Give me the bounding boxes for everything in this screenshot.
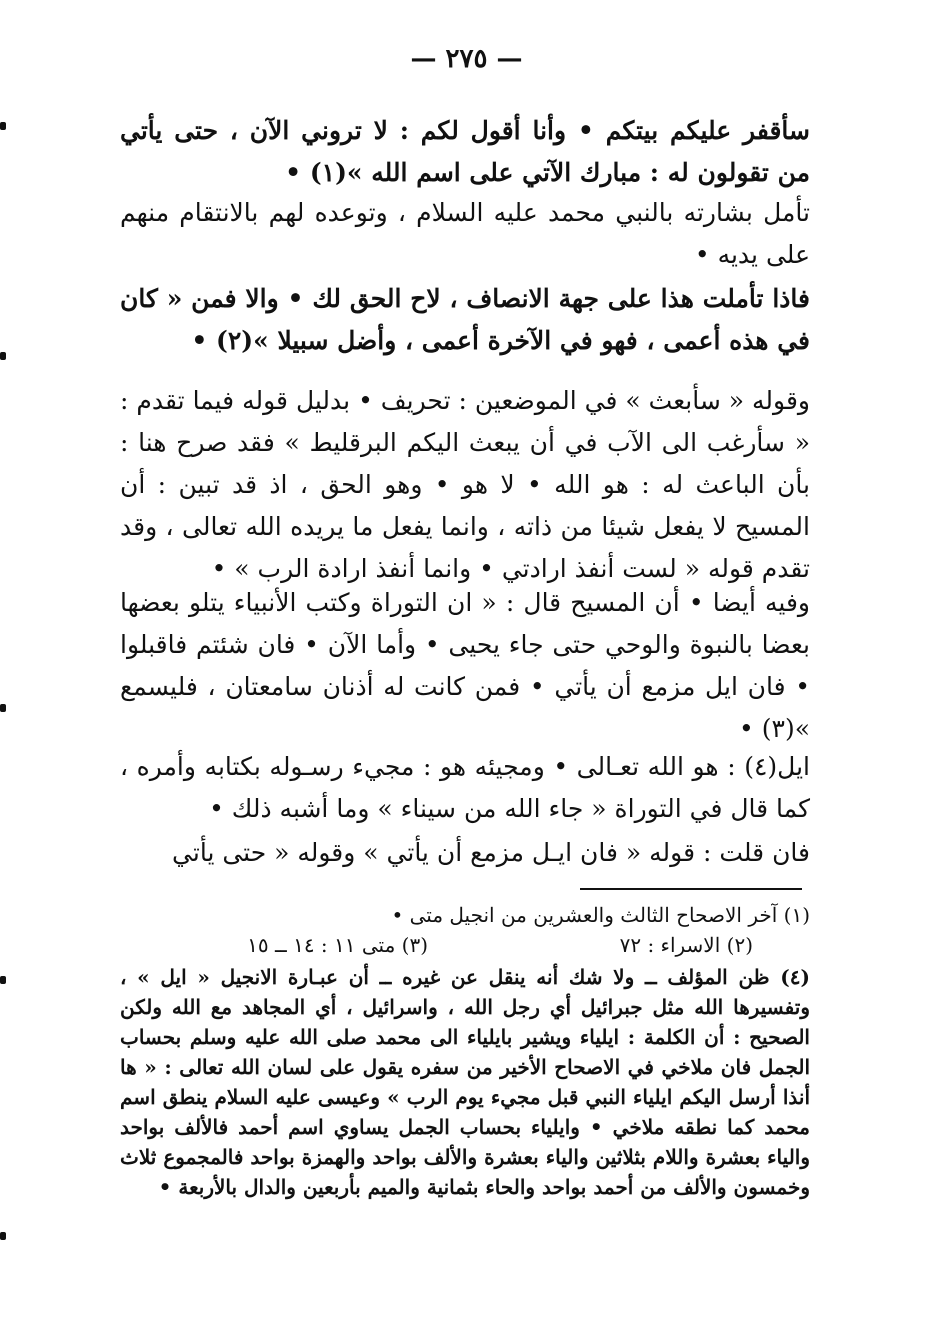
scan-margin-mark (0, 976, 6, 984)
paragraph-1: سأقفر عليكم بيتكم • وأنا أقول لكم : لا تروني الآن ، حتى يأتي من تقولون له : مبارك الآتي على اسم الله »(١) • (120, 116, 810, 187)
scan-margin-mark (0, 122, 6, 130)
footnote-4: (٤) ظن المؤلف ــ ولا شك أنه ينقل عن غيره ــ أن عبـارة الانجيل « ايل » ، وتفسيرها الله مثل جبرائيل أي رجل الله ، واسرائيل ، أي المجاهد مع الله ولكن الصحيح : أن الكلمة : ايلياء ويشير بايلياء الى محمد صلى الله عليه وسلم بحساب الجمل فان ملاخي في الاصحاح الأخير من سفره يقول على لسان الله تعالى : « ها أنذا أرسل اليكم ايلياء النبي قبل مجيء يوم الرب » وعيسى عليه السلام ينطق اسم محمد كما نطقه ملاخي • وايلياء بحساب الجمل يساوي اسم أحمد فالألف بواحد والياء بعشرة واللام بثلاثين والياء بعشرة والألف بواحد والهمزة بواحد فالمجموع ثلاث وخمسون والألف من أحمد بواحد والحاء بثمانية والميم بأربعين والدال بالأربعة • (120, 965, 810, 1199)
paragraph-3: فاذا تأملت هذا على جهة الانصاف ، لاح الحق لك • والا فمن « كان في هذه أعمى ، فهو في الآخرة أعمى ، وأضل سبيلا »(٢) • (120, 284, 810, 355)
scan-margin-mark (0, 704, 6, 712)
page-number: — ٢٧٥ — (410, 44, 523, 74)
footnote-1: (١) آخر الاصحاح الثالث والعشرين من انجيل متى • (391, 903, 810, 927)
scan-margin-mark (0, 1232, 6, 1240)
footnote-2: (٢) الاسراء : ٧٢ (619, 933, 753, 957)
footnote-3: (٣) متى ١١ : ١٤ ــ ١٥ (247, 933, 428, 957)
paragraph-5: وفيه أيضا • أن المسيح قال : « ان التوراة وكتب الأنبياء يتلو بعضها بعضا بالنبوة والوحي حتى جاء يحيى • وأما الآن • فان شئتم فاقبلوا • فان ايل مزمع أن يأتي • فمن كانت له أذنان سامعتان ، فليسمع »(٣) • (120, 588, 810, 743)
paragraph-4: وقوله « سأبعث » في الموضعين : تحريف • بدليل قوله فيما تقدم : « سأرغب الى الآب في أن يبعث اليكم البرقليط » فقد صرح هنا : بأن الباعث له : هو الله • لا هو • وهو الحق ، اذ قد تبين : أن المسيح لا يفعل شيئا من ذاته ، وانما يفعل ما يريده الله تعالى ، وقد تقدم قوله « لست أنفذ ارادتي • وانما أنفذ ارادة الرب » • (120, 386, 810, 583)
scan-margin-mark (0, 352, 6, 360)
paragraph-6: ايل(٤) : هو الله تعـالى • ومجيئه هو : مجيء رسـوله بكتابه وأمره ، كما قال في التوراة « جاء الله من سيناء » وما أشبه ذلك • (120, 752, 810, 823)
footnote-separator (580, 888, 802, 890)
paragraph-7: فان قلت : قوله « فان ايـل مزمع أن يأتي » وقوله « حتى يأتي (172, 838, 810, 867)
paragraph-2: تأمل بشارته بالنبي محمد عليه السلام ، وتوعده لهم بالانتقام منهم على يديه • (120, 198, 810, 269)
